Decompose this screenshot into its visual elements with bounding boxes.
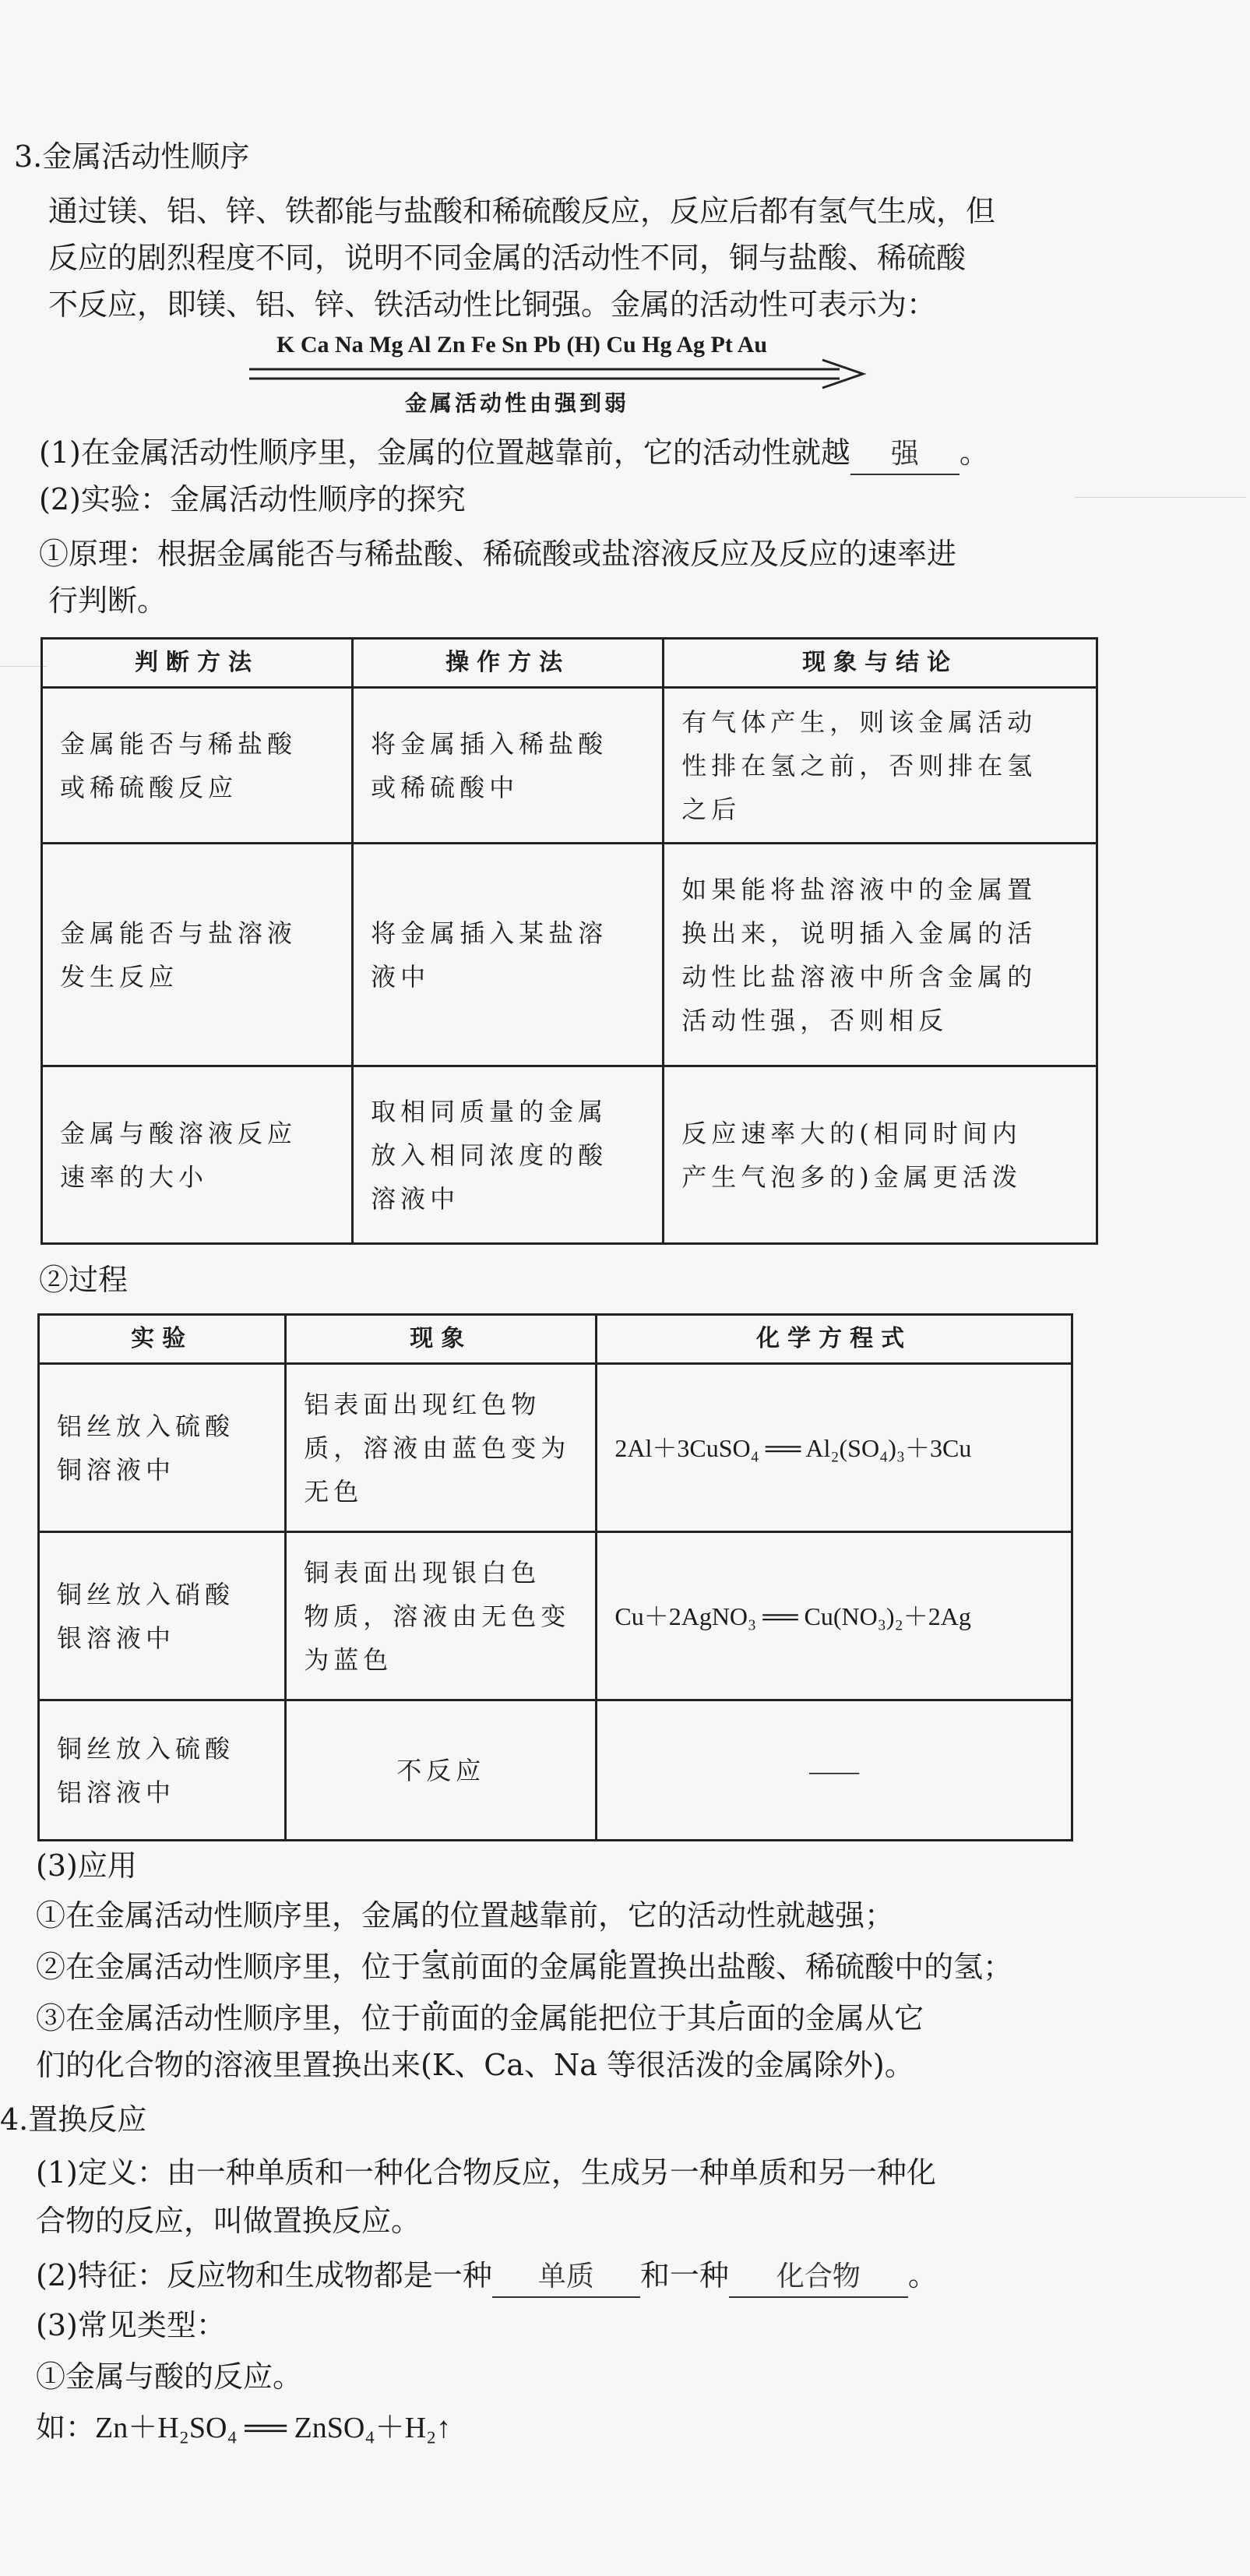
feature-suffix: 。: [907, 2258, 938, 2292]
process-label: ②过程: [39, 1263, 129, 1297]
def-line-2: 合物的反应，叫做置换反应。: [36, 2204, 421, 2238]
method-table: [40, 637, 1098, 1245]
feature-mid: 和一种: [639, 2258, 729, 2292]
app3-line-1: [36, 1999, 924, 2038]
table-cell: 金属与酸溶液反应 速率的大小: [42, 1066, 353, 1244]
feature-answer-2: 化合物: [729, 2257, 908, 2298]
item1-line: [39, 433, 989, 475]
equation-cell: ——: [597, 1700, 1072, 1841]
item3-title: (3)应用: [36, 1848, 137, 1883]
app2: [36, 1947, 1012, 1986]
app1: ①在金属活动性顺序里，金属的位置越靠前，它的活动性就越强；: [36, 1898, 895, 1933]
item1-prefix: (1)在金属活动性顺序里，金属的位置越靠前，它的活动性就越: [39, 435, 850, 470]
app3-text: 面的金属能把位于其: [450, 2001, 717, 2035]
table-cell: 将金属插入某盐溶 液中: [353, 844, 664, 1066]
principle-line-2: 行判断。: [48, 583, 167, 618]
table-row: [39, 1700, 1072, 1841]
table-cell: 将金属插入稀盐酸 或稀硫酸中: [353, 688, 664, 844]
item1-suffix: 。: [959, 435, 989, 470]
intro-line-1: 通过镁、铝、锌、铁都能与盐酸和稀硫酸反应，反应后都有氢气生成，但: [48, 194, 996, 228]
feature-line: [36, 2256, 938, 2298]
table-cell: 铝表面出现红色物 质，溶液由蓝色变为 无色: [286, 1364, 597, 1532]
table-row: [42, 844, 1097, 1066]
table-row: [42, 688, 1097, 844]
type1: ①金属与酸的反应。: [36, 2359, 303, 2394]
item1-answer-blank: 强: [850, 435, 960, 475]
app3-text: 面的金属从它: [746, 2001, 924, 2035]
intro-line-2: 反应的剧烈程度不同，说明不同金属的活动性不同，铜与盐酸、稀硫酸: [48, 241, 967, 275]
app2-text: ②在金属活动性顺序里，位于: [36, 1950, 421, 1984]
app2-emphasis: 能: [598, 1950, 629, 1984]
table-cell: 不反应: [286, 1700, 597, 1841]
example-equation: 如：Zn＋H₂SO₄ ══ ZnSO₄＋H₂↑: [36, 2412, 452, 2444]
table-header-cell: 现象: [286, 1315, 597, 1364]
section4-title: 4.置换反应: [0, 2102, 147, 2137]
feature-prefix: (2)特征：反应物和生成物都是一种: [36, 2258, 492, 2292]
app2-text: 前面的金属: [450, 1950, 599, 1984]
table-header-row: [39, 1315, 1072, 1364]
app3-text: ③在金属活动性顺序里，位于: [36, 2001, 421, 2035]
section3-title: 3.金属活动性顺序: [14, 139, 250, 174]
table-cell: 金属能否与稀盐酸 或稀硫酸反应: [42, 688, 353, 844]
table-row: [42, 1066, 1097, 1244]
table-cell: 金属能否与盐溶液 发生反应: [42, 844, 353, 1066]
app3-line-2: 们的化合物的溶液里置换出来(K、Ca、Na 等很活泼的金属除外)。: [36, 2048, 914, 2082]
table-cell: 铜丝放入硝酸 银溶液中: [39, 1532, 286, 1700]
item2-title: (2)实验：金属活动性顺序的探究: [39, 482, 466, 516]
principle-line-1: ①原理：根据金属能否与稀盐酸、稀硫酸或盐溶液反应及反应的速率进: [39, 537, 957, 571]
table-cell: 铜丝放入硫酸 铝溶液中: [39, 1700, 286, 1841]
app2-emphasis: 氢: [421, 1950, 451, 1984]
activity-series: K Ca Na Mg Al Zn Fe Sn Pb (H) Cu Hg Ag Pt Au: [276, 332, 768, 358]
table-header-cell: 判断方法: [42, 639, 353, 688]
intro-line-3: 不反应，即镁、铝、锌、铁活动性比铜强。金属的活动性可表示为：: [48, 287, 937, 322]
app2-text: 置换出盐酸、稀硫酸中的氢；: [628, 1950, 1013, 1984]
equation-cell: Cu＋2AgNO₃ ══ Cu(NO₃)₂＋2Ag: [597, 1532, 1072, 1700]
table-header-cell: 现象与结论: [664, 639, 1097, 688]
app3-emphasis: 后: [717, 2001, 747, 2035]
table-cell: 取相同质量的金属 放入相同浓度的酸 溶液中: [353, 1066, 664, 1244]
def-line-1: (1)定义：由一种单质和一种化合物反应，生成另一种单质和另一种化: [36, 2155, 936, 2190]
scan-line: [1075, 497, 1246, 498]
table-header-row: [42, 639, 1097, 688]
feature-answer-1: 单质: [492, 2257, 640, 2298]
table-cell: 有气体产生，则该金属活动 性排在氢之前，否则排在氢 之后: [664, 688, 1097, 844]
table-header-cell: 操作方法: [353, 639, 664, 688]
types-title: (3)常见类型：: [36, 2308, 226, 2342]
table-row: [39, 1364, 1072, 1532]
table-header-cell: 实验: [39, 1315, 286, 1364]
table-row: [39, 1532, 1072, 1700]
table-header-cell: 化学方程式: [597, 1315, 1072, 1364]
table-cell: 铜表面出现银白色 物质，溶液由无色变 为蓝色: [286, 1532, 597, 1700]
scan-line: [0, 666, 47, 667]
process-table: [37, 1313, 1073, 1841]
app3-emphasis: 前: [421, 2001, 451, 2035]
activity-series-label: 金属活动性由强到弱: [405, 390, 630, 416]
equation-cell: 2Al＋3CuSO₄ ══ Al₂(SO₄)₃＋3Cu: [597, 1364, 1072, 1532]
table-cell: 反应速率大的(相同时间内 产生气泡多的)金属更活泼: [664, 1066, 1097, 1244]
table-cell: 如果能将盐溶液中的金属置 换出来，说明插入金属的活 动性比盐溶液中所含金属的 活动性强，否则相反: [664, 844, 1097, 1066]
table-cell: 铝丝放入硫酸 铜溶液中: [39, 1364, 286, 1532]
